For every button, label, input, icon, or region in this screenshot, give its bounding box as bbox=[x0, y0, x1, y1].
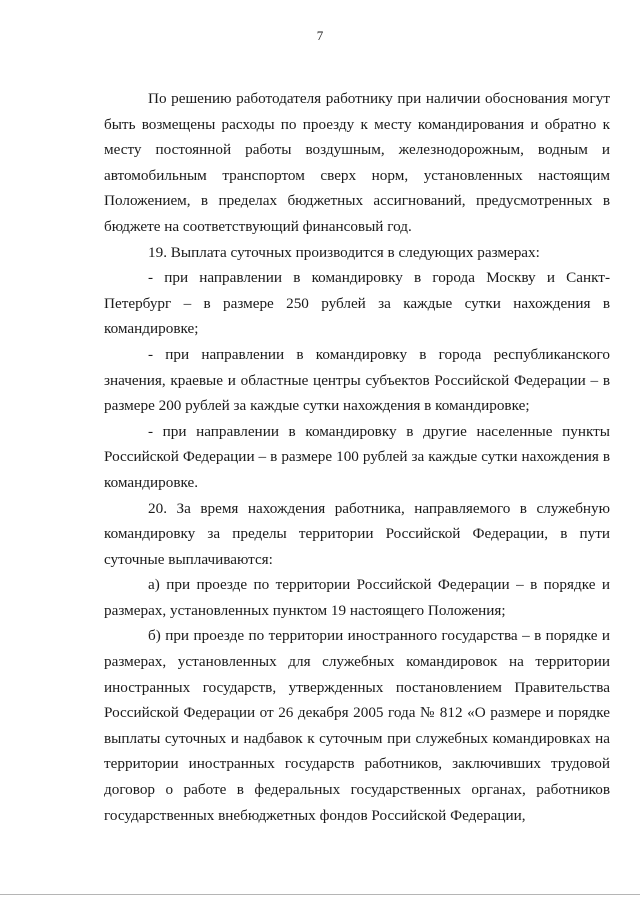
page-number: 7 bbox=[316, 28, 324, 43]
paragraph-clause-20-a: а) при проезде по территории Российской Федерации – в порядке и размерах, установленных пунктом 19 настоящего Положения; bbox=[104, 576, 610, 619]
paragraph-other-localities-rate: - при направлении в командировку в другие населенные пункты Российской Федерации – в размере 100 рублей за каждые сутки нахождения в командировке. bbox=[104, 422, 610, 491]
paragraph-clause-20-b: б) при проезде по территории иностранного государства – в порядке и размерах, установленных для служебных командировок на территории иностранных государств, утвержденных постановлением Правительства Российской Федерации от 26 декабря 2005 года № 812 «О размере и порядке выплаты суточных и надбавок к суточным при служебных командировках на территории иностранных государств работников, заключивших трудовой договор о работе в федеральных государственных органах, работников государственных внебюджетных фондов Российской Федерации, bbox=[104, 627, 610, 824]
paragraph-clause-20: 20. За время нахождения работника, направляемого в служебную командировку за пределы территории Российской Федерации, в пути суточные выплачиваются: bbox=[104, 499, 610, 568]
document-body bbox=[104, 86, 610, 828]
paragraph-moscow-spb-rate: - при направлении в командировку в города Москву и Санкт-Петербург – в размере 250 рублей за каждые сутки нахождения в командировке; bbox=[104, 269, 610, 338]
bottom-divider bbox=[0, 894, 640, 895]
paragraph-travel-reimbursement: По решению работодателя работнику при наличии обоснования могут быть возмещены расходы по проезду к месту командирования и обратно к месту постоянной работы воздушным, железнодорожным, водным и автомобильным транспортом сверх норм, установленных настоящим Положением, в пределах бюджетных ассигнований, предусмотренных в бюджете на соответствующий финансовый год. bbox=[104, 90, 610, 235]
paragraph-regional-centers-rate: - при направлении в командировку в города республиканского значения, краевые и областные центры субъектов Российской Федерации – в размере 200 рублей за каждые сутки нахождения в командировке; bbox=[104, 345, 610, 415]
paragraph-clause-19: 19. Выплата суточных производится в следующих размерах: bbox=[148, 243, 540, 261]
